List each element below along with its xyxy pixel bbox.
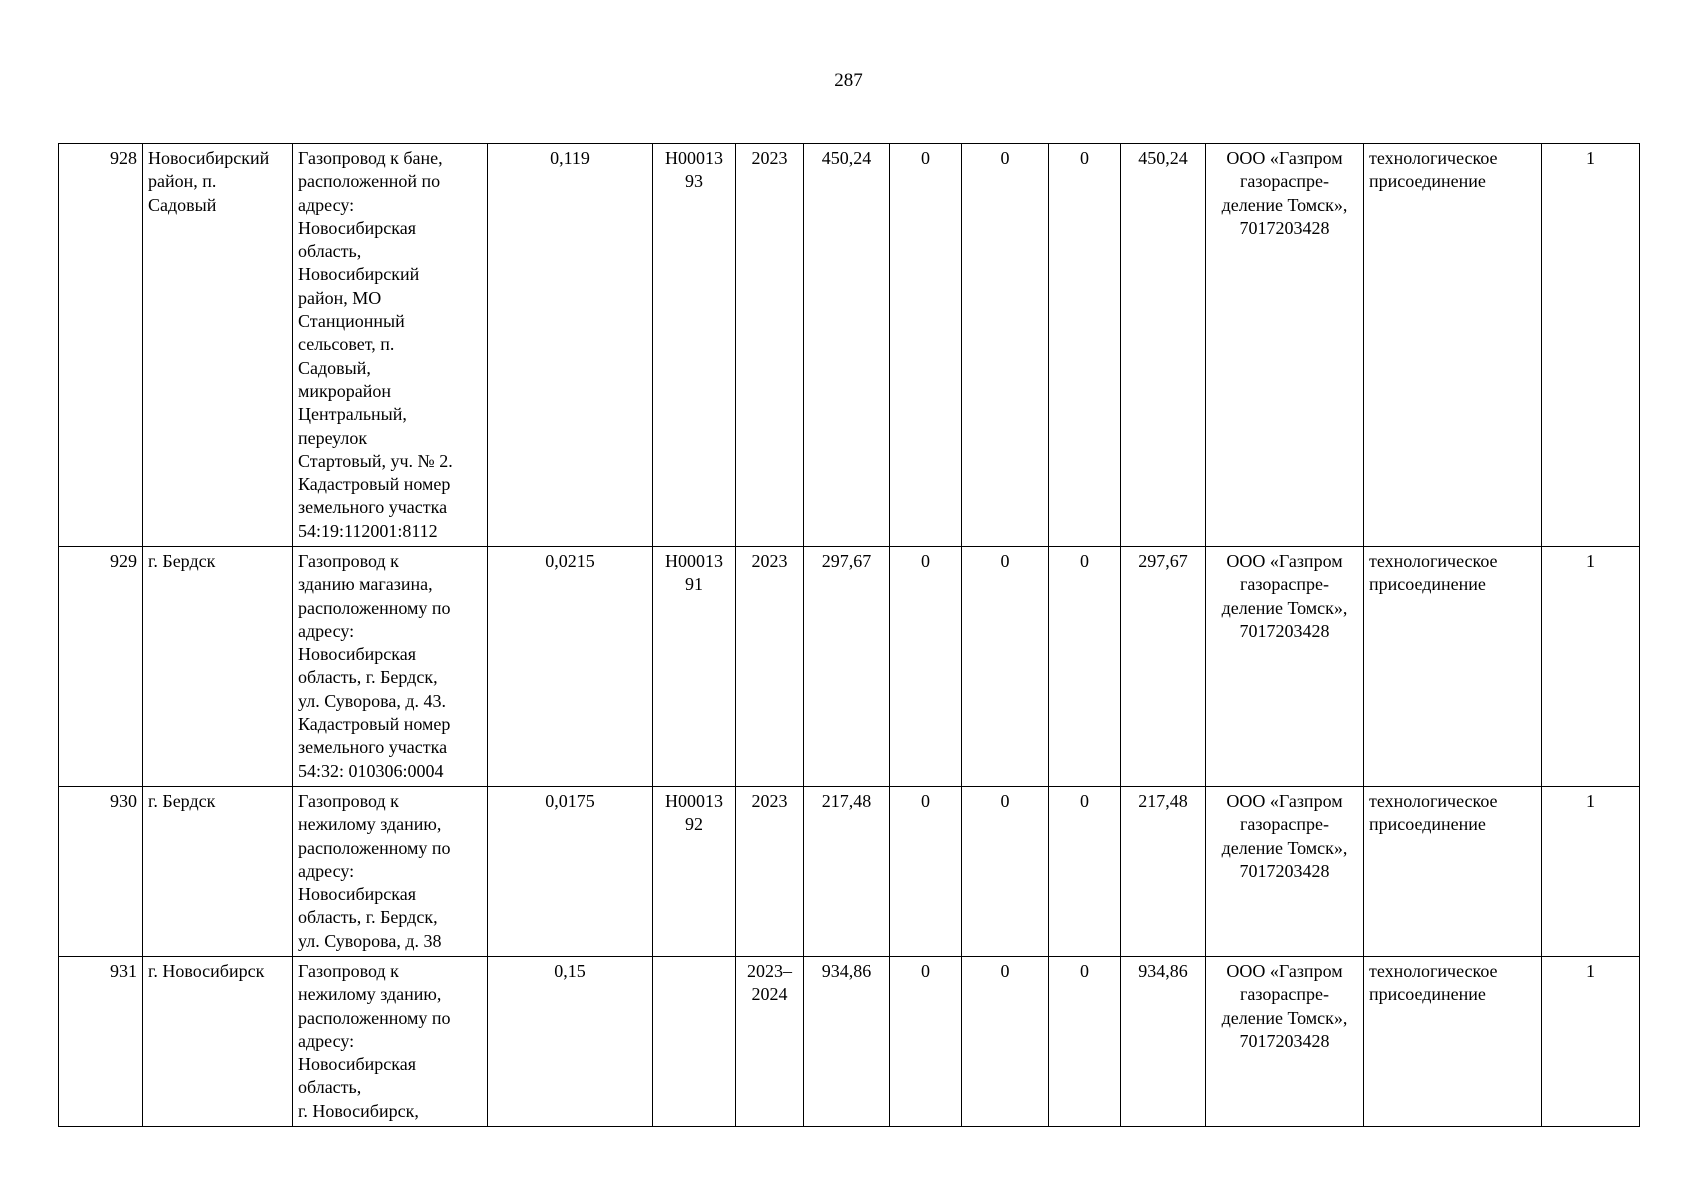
row-number: 928	[59, 144, 143, 547]
value-cell-3: 0	[1049, 957, 1121, 1127]
table-row	[59, 144, 1640, 547]
type-cell: технологическое присоединение	[1364, 957, 1542, 1127]
investment-table	[58, 143, 1640, 1127]
location-cell: г. Новосибирск	[143, 957, 293, 1127]
organization-cell: ООО «Газпром газораспре- деление Томск», 7017203428	[1206, 144, 1364, 547]
value-cell-3: 0	[1049, 547, 1121, 787]
code-cell: Н00013 91	[653, 547, 736, 787]
table-row	[59, 547, 1640, 787]
total-cell: 934,86	[804, 957, 890, 1127]
table-row	[59, 957, 1640, 1127]
value-cell-1: 0	[890, 787, 962, 957]
year-cell: 2023	[736, 787, 804, 957]
value-cell-2: 0	[962, 787, 1049, 957]
length-cell: 0,119	[488, 144, 653, 547]
year-cell: 2023	[736, 547, 804, 787]
organization-cell: ООО «Газпром газораспре- деление Томск», 7017203428	[1206, 957, 1364, 1127]
value-cell-4: 450,24	[1121, 144, 1206, 547]
value-cell-4: 297,67	[1121, 547, 1206, 787]
year-cell: 2023	[736, 144, 804, 547]
type-cell: технологическое присоединение	[1364, 144, 1542, 547]
quantity-cell: 1	[1542, 957, 1640, 1127]
quantity-cell: 1	[1542, 144, 1640, 547]
value-cell-2: 0	[962, 547, 1049, 787]
quantity-cell: 1	[1542, 547, 1640, 787]
type-cell: технологическое присоединение	[1364, 547, 1542, 787]
organization-cell: ООО «Газпром газораспре- деление Томск», 7017203428	[1206, 787, 1364, 957]
total-cell: 450,24	[804, 144, 890, 547]
length-cell: 0,0215	[488, 547, 653, 787]
code-cell: Н00013 92	[653, 787, 736, 957]
value-cell-2: 0	[962, 957, 1049, 1127]
value-cell-4: 934,86	[1121, 957, 1206, 1127]
table-row	[59, 787, 1640, 957]
value-cell-2: 0	[962, 144, 1049, 547]
description-cell: Газопровод к зданию магазина, расположенному по адресу: Новосибирская область, г. Бердск, ул. Суворова, д. 43. Кадастровый номер земельного участка 54:32: 010306:0004	[293, 547, 488, 787]
location-cell: г. Бердск	[143, 787, 293, 957]
row-number: 931	[59, 957, 143, 1127]
length-cell: 0,0175	[488, 787, 653, 957]
type-cell: технологическое присоединение	[1364, 787, 1542, 957]
location-cell: Новосибирский район, п. Садовый	[143, 144, 293, 547]
year-cell: 2023– 2024	[736, 957, 804, 1127]
value-cell-1: 0	[890, 957, 962, 1127]
location-cell: г. Бердск	[143, 547, 293, 787]
row-number: 929	[59, 547, 143, 787]
code-cell: Н00013 93	[653, 144, 736, 547]
description-cell: Газопровод к нежилому зданию, расположенному по адресу: Новосибирская область, г. Новосибирск,	[293, 957, 488, 1127]
quantity-cell: 1	[1542, 787, 1640, 957]
value-cell-1: 0	[890, 144, 962, 547]
total-cell: 217,48	[804, 787, 890, 957]
description-cell: Газопровод к бане, расположенной по адресу: Новосибирская область, Новосибирский район, МО Станционный сельсовет, п. Садовый, микрорайон Центральный, переулок Стартовый, уч. № 2. Кадастровый номер земельного участка 54:19:112001:8112	[293, 144, 488, 547]
description-cell: Газопровод к нежилому зданию, расположенному по адресу: Новосибирская область, г. Бердск, ул. Суворова, д. 38	[293, 787, 488, 957]
value-cell-3: 0	[1049, 144, 1121, 547]
page-number: 287	[834, 70, 863, 91]
length-cell: 0,15	[488, 957, 653, 1127]
code-cell	[653, 957, 736, 1127]
value-cell-1: 0	[890, 547, 962, 787]
total-cell: 297,67	[804, 547, 890, 787]
value-cell-4: 217,48	[1121, 787, 1206, 957]
organization-cell: ООО «Газпром газораспре- деление Томск», 7017203428	[1206, 547, 1364, 787]
row-number: 930	[59, 787, 143, 957]
value-cell-3: 0	[1049, 787, 1121, 957]
